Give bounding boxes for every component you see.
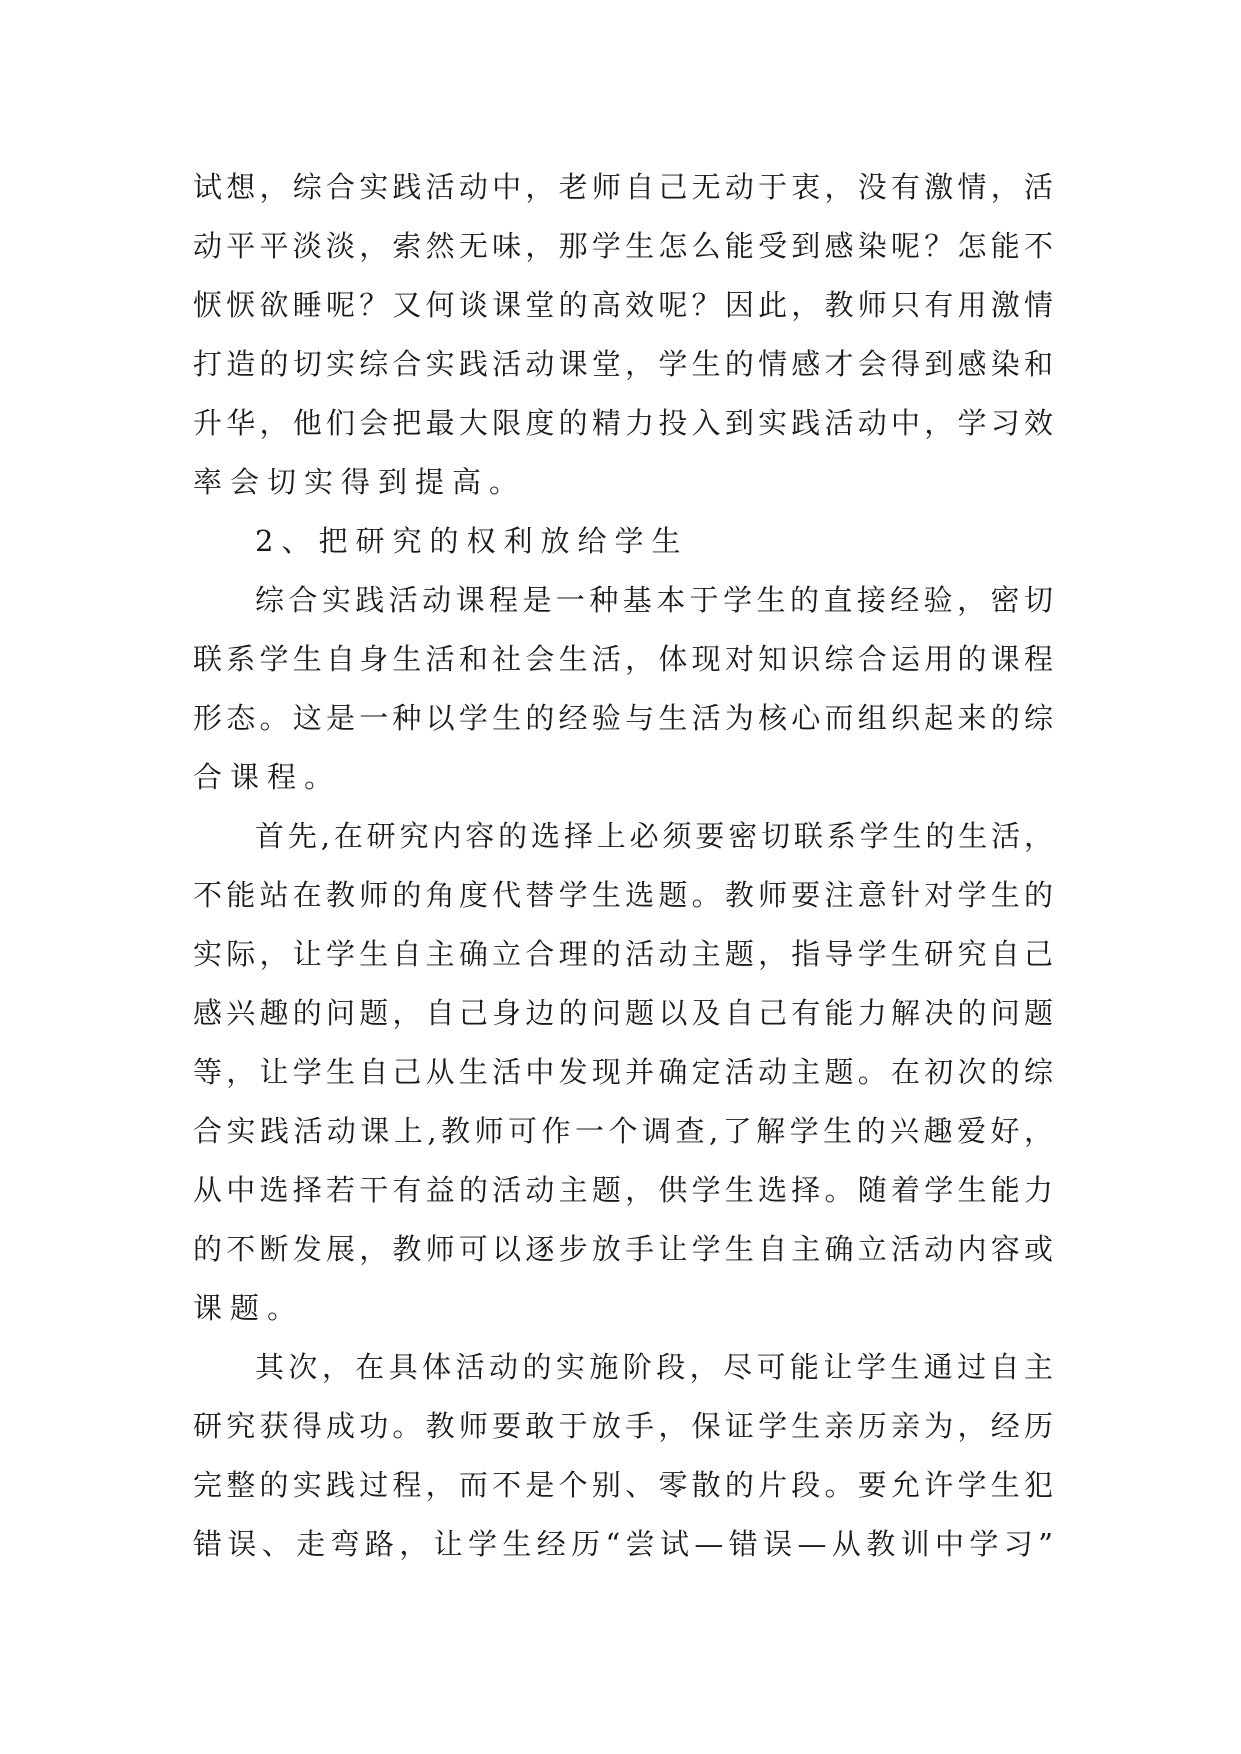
text-line: 研究获得成功。教师要敢于放手，保证学生亲历亲为，经历 [193,1409,1053,1443]
document-body [193,158,1053,1574]
text-line: 合课程。 [193,760,342,794]
text-line: 的不断发展，教师可以逐步放手让学生自主确立活动内容或 [193,1232,1053,1266]
text-line: 从中选择若干有益的活动主题，供学生选择。随着学生能力 [193,1173,1053,1207]
text-line: 等，让学生自己从生活中发现并确定活动主题。在初次的综 [193,1055,1053,1089]
text-line: 试想，综合实践活动中，老师自己无动于衷，没有激情，活 [193,170,1053,204]
text-line: 首先,在研究内容的选择上必须要密切联系学生的生活， [255,819,1053,853]
text-line: 率会切实得到提高。 [193,465,527,499]
text-line: 课题。 [193,1291,305,1325]
text-line: 感兴趣的问题，自己身边的问题以及自己有能力解决的问题 [193,996,1053,1030]
text-line: 形态。这是一种以学生的经验与生活为核心而组织起来的综 [193,701,1053,735]
text-line: 综合实践活动课程是一种基本于学生的直接经验，密切 [255,583,1053,617]
text-line: 错误、走弯路，让学生经历“尝试—错误—从教训中学习” [193,1527,1053,1561]
text-line: 完整的实践过程，而不是个别、零散的片段。要允许学生犯 [193,1468,1053,1502]
text-line: 升华，他们会把最大限度的精力投入到实践活动中，学习效 [193,406,1053,440]
text-line: 不能站在教师的角度代替学生选题。教师要注意针对学生的 [193,878,1053,912]
text-line: 恹恹欲睡呢？又何谈课堂的高效呢？因此，教师只有用激情 [193,288,1053,322]
text-line: 打造的切实综合实践活动课堂，学生的情感才会得到感染和 [193,347,1053,381]
text-line: 其次，在具体活动的实施阶段，尽可能让学生通过自主 [255,1350,1053,1384]
text-line: 2、把研究的权利放给学生 [255,524,689,558]
text-line: 合实践活动课上,教师可作一个调查,了解学生的兴趣爱好， [193,1114,1053,1148]
text-line: 实际，让学生自主确立合理的活动主题，指导学生研究自己 [193,937,1053,971]
text-line: 动平平淡淡，索然无味，那学生怎么能受到感染呢？怎能不 [193,229,1053,263]
text-line: 联系学生自身生活和社会生活，体现对知识综合运用的课程 [193,642,1053,676]
